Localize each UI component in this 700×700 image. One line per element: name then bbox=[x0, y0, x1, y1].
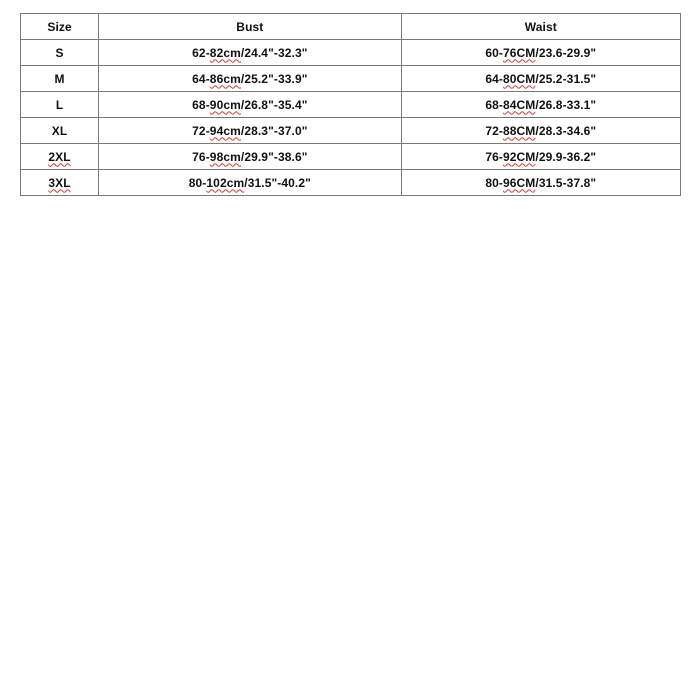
bust-range-start: 62- bbox=[192, 45, 210, 60]
waist-range-end: 88CM bbox=[502, 123, 536, 138]
bust-range-inches: /25.2"-33.9" bbox=[240, 71, 308, 86]
header-size: Size bbox=[21, 14, 99, 40]
cell-waist bbox=[401, 66, 680, 92]
table-row bbox=[21, 170, 681, 196]
cell-size bbox=[21, 40, 99, 66]
bust-range-inches: /29.9"-38.6" bbox=[240, 149, 308, 164]
waist-range-end: 84CM bbox=[502, 97, 536, 112]
table-row bbox=[21, 144, 681, 170]
bust-range-start: 64- bbox=[192, 71, 210, 86]
cell-bust bbox=[99, 66, 401, 92]
table-row bbox=[21, 66, 681, 92]
waist-range-inches: /31.5-37.8" bbox=[535, 175, 597, 190]
size-label: L bbox=[55, 97, 64, 112]
header-waist: Waist bbox=[401, 14, 680, 40]
bust-range-end: 102cm bbox=[206, 175, 245, 190]
cell-waist bbox=[401, 118, 680, 144]
bust-range-start: 72- bbox=[192, 123, 210, 138]
size-label: 3XL bbox=[48, 175, 71, 190]
cell-size bbox=[21, 66, 99, 92]
bust-range-inches: /28.3"-37.0" bbox=[240, 123, 308, 138]
bust-range-start: 68- bbox=[192, 97, 210, 112]
bust-range-inches: /24.4"-32.3" bbox=[240, 45, 308, 60]
bust-range-start: 76- bbox=[192, 149, 210, 164]
size-label: XL bbox=[51, 123, 68, 138]
bust-range-end: 94cm bbox=[209, 123, 241, 138]
cell-bust bbox=[99, 118, 401, 144]
size-chart-table bbox=[20, 13, 681, 196]
cell-bust bbox=[99, 170, 401, 196]
cell-size bbox=[21, 118, 99, 144]
bust-range-inches: /31.5"-40.2" bbox=[244, 175, 311, 190]
bust-range-end: 82cm bbox=[209, 45, 241, 60]
waist-range-inches: /28.3-34.6" bbox=[535, 123, 597, 138]
waist-range-start: 76- bbox=[485, 149, 503, 164]
waist-range-end: 80CM bbox=[502, 71, 536, 86]
cell-size bbox=[21, 144, 99, 170]
bust-range-end: 90cm bbox=[209, 97, 241, 112]
bust-range-inches: /26.8"-35.4" bbox=[240, 97, 308, 112]
waist-range-inches: /29.9-36.2" bbox=[535, 149, 597, 164]
waist-range-start: 68- bbox=[485, 97, 503, 112]
waist-range-end: 76CM bbox=[502, 45, 536, 60]
size-label: M bbox=[54, 71, 65, 86]
waist-range-inches: /25.2-31.5" bbox=[535, 71, 597, 86]
waist-range-end: 96CM bbox=[502, 175, 536, 190]
waist-range-start: 64- bbox=[485, 71, 503, 86]
cell-bust bbox=[99, 92, 401, 118]
size-label: 2XL bbox=[48, 149, 71, 164]
bust-range-end: 98cm bbox=[209, 149, 241, 164]
waist-range-start: 72- bbox=[485, 123, 503, 138]
cell-waist bbox=[401, 144, 680, 170]
table-row bbox=[21, 118, 681, 144]
table-row bbox=[21, 92, 681, 118]
cell-waist bbox=[401, 170, 680, 196]
table-header-row bbox=[21, 14, 681, 40]
waist-range-start: 80- bbox=[485, 175, 503, 190]
waist-range-start: 60- bbox=[485, 45, 503, 60]
bust-range-end: 86cm bbox=[209, 71, 241, 86]
cell-bust bbox=[99, 40, 401, 66]
table-row bbox=[21, 40, 681, 66]
waist-range-inches: /23.6-29.9" bbox=[535, 45, 597, 60]
cell-size bbox=[21, 92, 99, 118]
waist-range-inches: /26.8-33.1" bbox=[535, 97, 597, 112]
cell-waist bbox=[401, 92, 680, 118]
size-label: S bbox=[55, 45, 64, 60]
bust-range-start: 80- bbox=[188, 175, 207, 190]
cell-size bbox=[21, 170, 99, 196]
waist-range-end: 92CM bbox=[502, 149, 536, 164]
header-bust: Bust bbox=[99, 14, 401, 40]
cell-bust bbox=[99, 144, 401, 170]
cell-waist bbox=[401, 40, 680, 66]
